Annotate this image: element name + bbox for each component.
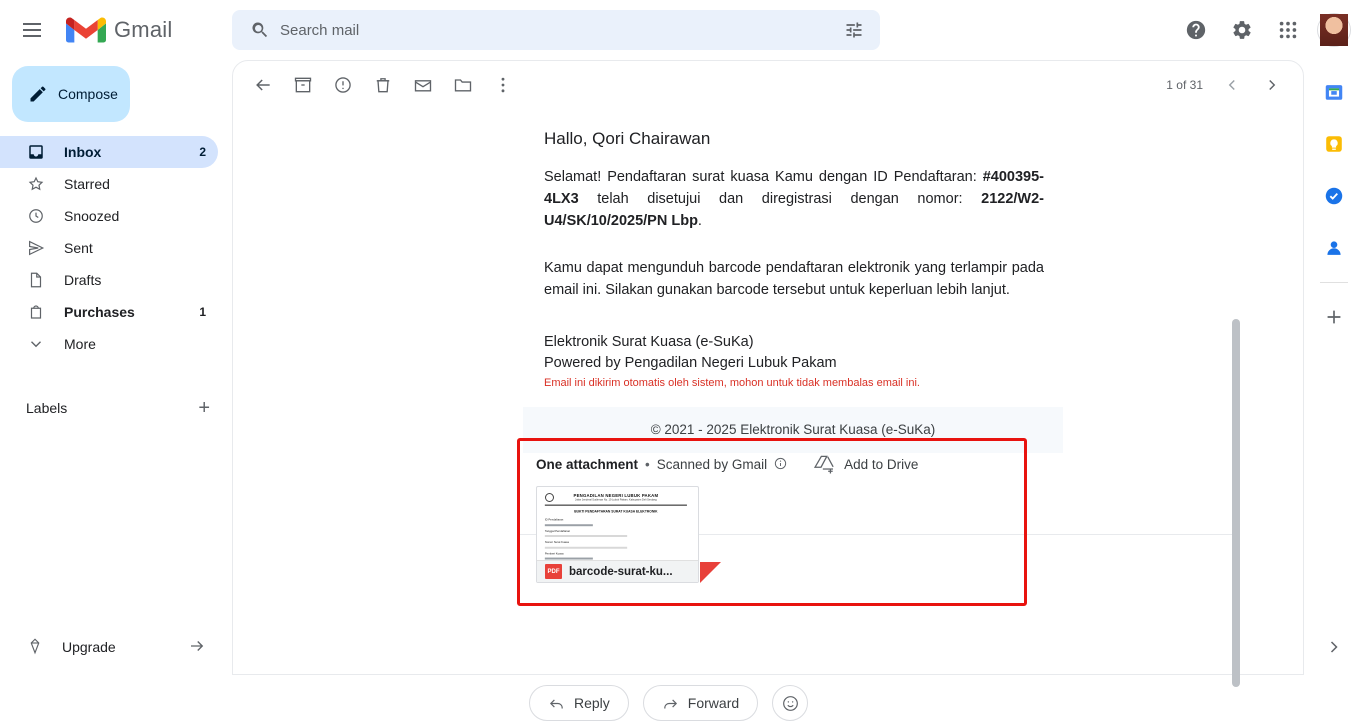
sidebar-item-label: Starred bbox=[64, 176, 110, 192]
preview-field-label: Tanggal Pendaftaran bbox=[544, 528, 571, 533]
send-icon bbox=[26, 238, 46, 258]
search-box[interactable] bbox=[232, 10, 880, 50]
top-bar bbox=[0, 0, 1364, 60]
preview-field-value bbox=[545, 547, 627, 549]
preview-field-value bbox=[545, 524, 593, 526]
compose-button[interactable] bbox=[12, 66, 130, 122]
upgrade-label: Upgrade bbox=[62, 639, 116, 655]
search-options-icon[interactable] bbox=[838, 20, 870, 40]
pdf-corner-fold bbox=[700, 562, 721, 583]
drive-add-icon bbox=[814, 455, 836, 474]
preview-doc-title: BUKTI PENDAFTARAN SURAT KUASA ELEKTRONIK bbox=[574, 509, 658, 514]
purchases-count: 1 bbox=[199, 305, 206, 319]
add-apps-icon[interactable] bbox=[1316, 299, 1352, 335]
inbox-icon bbox=[26, 142, 46, 162]
keep-icon[interactable] bbox=[1316, 126, 1352, 162]
info-icon[interactable] bbox=[774, 457, 787, 473]
email-greeting: Hallo, Qori Chairawan bbox=[544, 129, 711, 148]
forward-icon bbox=[662, 695, 679, 712]
inbox-count: 2 bbox=[199, 145, 206, 159]
previous-page-icon[interactable] bbox=[1215, 68, 1249, 102]
preview-field-label: Pemberi Kuasa bbox=[544, 551, 564, 556]
sidebar-item-label: Inbox bbox=[64, 144, 102, 160]
clock-icon bbox=[26, 206, 46, 226]
sidebar-item-sent[interactable] bbox=[0, 232, 218, 264]
rail-divider bbox=[1320, 282, 1348, 283]
sidebar-item-label: More bbox=[64, 336, 96, 352]
pdf-preview bbox=[537, 487, 695, 568]
preview-fields bbox=[545, 517, 687, 560]
sidebar-item-drafts[interactable] bbox=[0, 264, 218, 296]
separator-dot: • bbox=[645, 457, 650, 472]
tasks-icon[interactable] bbox=[1316, 178, 1352, 214]
gmail-wordmark: Gmail bbox=[114, 17, 173, 42]
report-spam-icon[interactable] bbox=[323, 65, 363, 105]
attachment-count-label: One attachment bbox=[536, 457, 639, 472]
sidebar-item-more[interactable] bbox=[0, 328, 218, 360]
email-signature bbox=[544, 332, 1239, 389]
show-side-panel-icon[interactable] bbox=[1316, 629, 1352, 665]
scanned-by-gmail-label: Scanned by Gmail bbox=[656, 457, 768, 472]
emoji-smiley-icon[interactable] bbox=[772, 685, 808, 721]
gmail-logo[interactable] bbox=[66, 15, 172, 45]
add-to-drive-button[interactable] bbox=[814, 455, 918, 474]
forward-button[interactable] bbox=[643, 685, 758, 721]
sidebar-item-label: Purchases bbox=[64, 304, 135, 320]
attachment-filename: barcode-surat-ku... bbox=[569, 565, 673, 578]
attachment-highlight-box bbox=[517, 438, 1027, 606]
calendar-icon[interactable] bbox=[1316, 74, 1352, 110]
preview-rule bbox=[545, 505, 687, 506]
pencil-icon bbox=[28, 84, 48, 104]
sidebar-item-purchases[interactable] bbox=[0, 296, 218, 328]
pagination-count: 1 of 31 bbox=[1166, 78, 1203, 92]
labels-title: Labels bbox=[26, 400, 68, 416]
email-copyright: © 2021 - 2025 Elektronik Surat Kuasa (e-SuKa) bbox=[650, 422, 936, 438]
mark-unread-icon[interactable] bbox=[403, 65, 443, 105]
email-paragraph-2: Kamu dapat mengunduh barcode pendaftaran elektronik yang terlampir pada email ini. Silakan gunakan barcode tersebut untuk keperluan lebih lanjut. bbox=[544, 260, 1044, 298]
registration-number: 2122/W2-U4/SK/10/2025/PN Lbp bbox=[544, 190, 1044, 229]
compose-label: Compose bbox=[58, 86, 118, 102]
search-area bbox=[232, 10, 880, 50]
message-scrollbar[interactable] bbox=[1232, 319, 1240, 687]
move-to-folder-icon[interactable] bbox=[443, 65, 483, 105]
auto-email-warning: Email ini dikirim otomatis oleh sistem, mohon untuk tidak membalas email ini. bbox=[544, 376, 920, 389]
pdf-icon: PDF bbox=[545, 564, 562, 579]
sidebar-item-label: Drafts bbox=[64, 272, 102, 288]
reply-icon bbox=[548, 695, 565, 712]
sidebar-item-label: Sent bbox=[64, 240, 93, 256]
preview-field-label: Nomor Surat Kuasa bbox=[544, 540, 569, 545]
message-toolbar bbox=[233, 61, 1303, 109]
avatar-image bbox=[1320, 14, 1348, 46]
add-label-icon[interactable]: + bbox=[198, 397, 210, 419]
reply-button[interactable] bbox=[529, 685, 629, 721]
archive-icon[interactable] bbox=[283, 65, 323, 105]
more-options-icon[interactable] bbox=[483, 65, 523, 105]
draft-icon bbox=[26, 270, 46, 290]
pagination bbox=[1166, 68, 1289, 102]
message-actions bbox=[529, 685, 808, 721]
top-right-actions bbox=[1176, 10, 1350, 50]
sidebar bbox=[0, 60, 232, 675]
chevron-down-icon bbox=[26, 334, 46, 354]
bag-icon bbox=[26, 302, 46, 322]
add-to-drive-label: Add to Drive bbox=[844, 457, 919, 472]
preview-field-value bbox=[545, 535, 627, 537]
attachment-header bbox=[536, 455, 1008, 474]
preview-subheading: Jalan Jenderal Sudirman No. 19 Lubuk Pakam, Kabupaten Deli Serdang bbox=[575, 498, 657, 502]
preview-heading: PENGADILAN NEGERI LUBUK PAKAM bbox=[573, 492, 659, 498]
search-input[interactable] bbox=[278, 21, 838, 40]
para1-text-a: Selamat! Pendaftaran surat kuasa Kamu dengan ID Pendaftaran: bbox=[544, 169, 983, 185]
diamond-icon bbox=[26, 637, 44, 658]
sidebar-item-starred[interactable] bbox=[0, 168, 218, 200]
upgrade-button[interactable] bbox=[0, 627, 220, 667]
attachment-thumbnail[interactable] bbox=[536, 486, 699, 583]
preview-field-label: ID Pendaftaran bbox=[544, 517, 564, 522]
email-paragraph-1 bbox=[544, 167, 1044, 232]
main-menu-icon[interactable] bbox=[12, 10, 52, 50]
delete-icon[interactable] bbox=[363, 65, 403, 105]
help-icon[interactable] bbox=[1176, 10, 1216, 50]
signature-line-2: Powered by Pengadilan Negeri Lubuk Pakam bbox=[544, 354, 837, 371]
labels-section-header bbox=[0, 388, 232, 428]
attachment-filename-bar bbox=[537, 560, 698, 582]
search-icon[interactable] bbox=[242, 20, 278, 40]
reply-label: Reply bbox=[574, 695, 610, 711]
message-pane bbox=[232, 60, 1304, 711]
registration-id: #400395-4LX3 bbox=[544, 169, 1044, 207]
back-icon[interactable] bbox=[243, 65, 283, 105]
signature-line-1: Elektronik Surat Kuasa (e-SuKa) bbox=[544, 333, 754, 350]
para1-text-b: telah disetujui dan diregistrasi dengan nomor: bbox=[578, 190, 982, 207]
sidebar-item-inbox[interactable] bbox=[0, 136, 218, 168]
avatar[interactable] bbox=[1318, 14, 1350, 46]
para1-text-c: . bbox=[697, 212, 702, 229]
forward-label: Forward bbox=[687, 695, 740, 711]
sidebar-item-snoozed[interactable] bbox=[0, 200, 218, 232]
email-content bbox=[233, 109, 1303, 389]
google-apps-icon[interactable] bbox=[1268, 10, 1308, 50]
arrow-right-icon bbox=[188, 637, 206, 658]
star-icon bbox=[26, 174, 46, 194]
side-panel bbox=[1304, 60, 1364, 675]
attachment-section bbox=[520, 441, 1024, 583]
settings-gear-icon[interactable] bbox=[1222, 10, 1262, 50]
court-seal-icon bbox=[545, 493, 554, 502]
sidebar-item-label: Snoozed bbox=[64, 208, 120, 224]
next-page-icon[interactable] bbox=[1255, 68, 1289, 102]
contacts-icon[interactable] bbox=[1316, 230, 1352, 266]
gmail-logo-icon bbox=[66, 15, 106, 45]
